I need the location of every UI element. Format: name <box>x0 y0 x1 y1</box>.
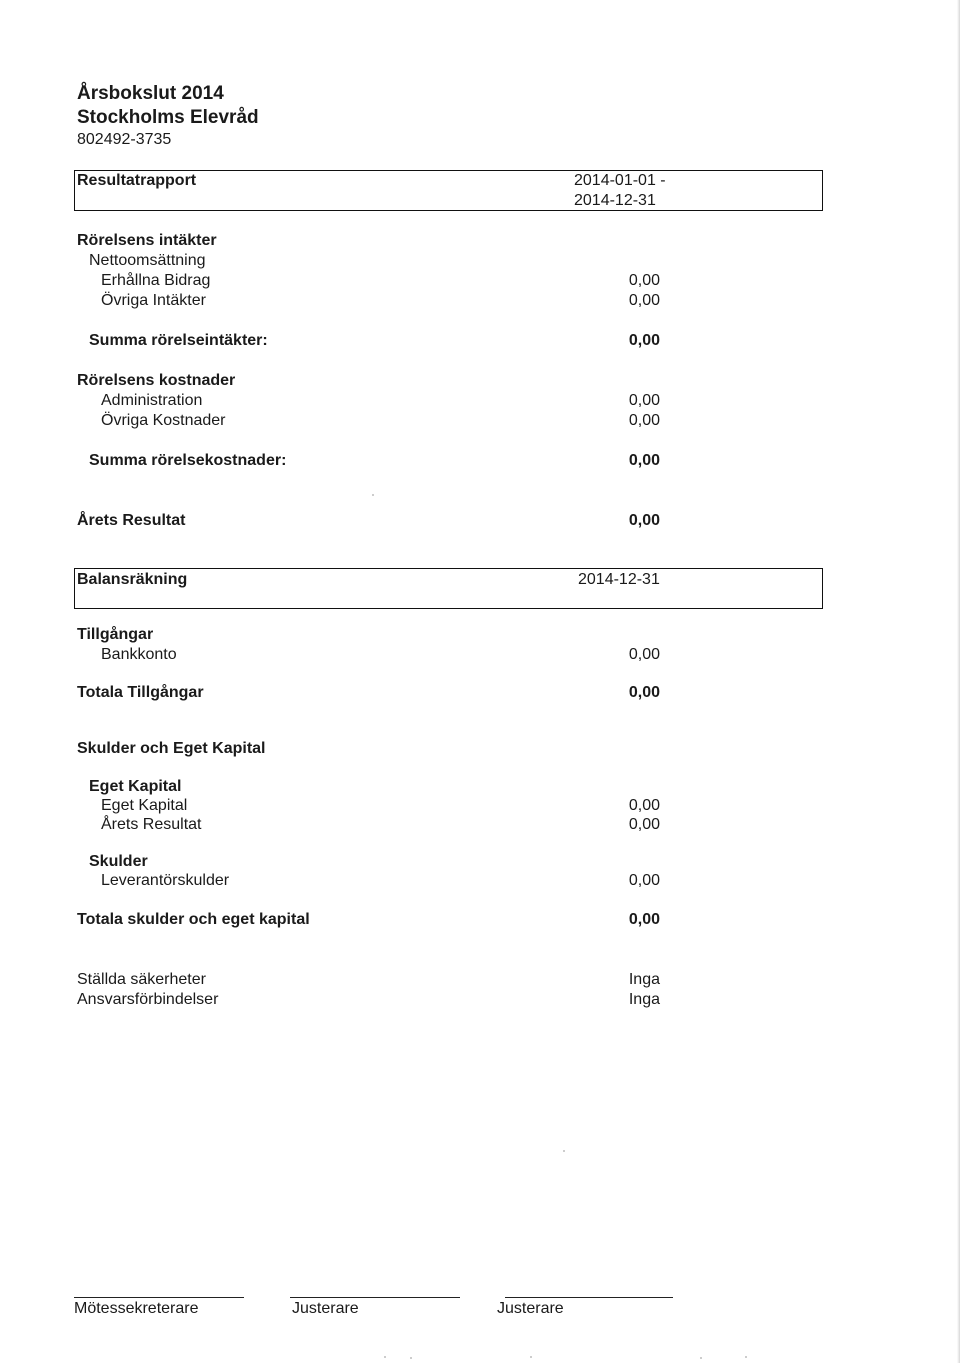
note-label: Ställda säkerheter <box>77 971 206 988</box>
cost-item-label: Övriga Kostnader <box>101 412 226 429</box>
signature-line <box>74 1297 244 1298</box>
scan-speck <box>563 1150 565 1152</box>
asset-item-label: Bankkonto <box>101 646 177 663</box>
signature-label: Justerare <box>292 1300 359 1317</box>
cost-item-value: 0,00 <box>628 392 660 409</box>
scan-speck <box>410 1357 412 1359</box>
revenue-heading: Rörelsens intäkter <box>77 232 217 249</box>
revenue-item-label: Erhållna Bidrag <box>101 272 211 289</box>
income-statement-title: Resultatrapport <box>77 172 197 189</box>
assets-total-label: Totala Tillgångar <box>77 684 204 701</box>
liabilities-total-label: Totala skulder och eget kapital <box>77 911 310 928</box>
cost-item-value: 0,00 <box>628 412 660 429</box>
assets-total-value: 0,00 <box>628 684 660 701</box>
note-value: Inga <box>628 991 660 1008</box>
revenue-item-value: 0,00 <box>628 292 660 309</box>
annual-result-label: Årets Resultat <box>77 512 186 529</box>
assets-heading: Tillgångar <box>77 626 154 643</box>
scan-speck <box>372 494 374 496</box>
liabilities-equity-heading: Skulder och Eget Kapital <box>77 740 266 757</box>
signature-label: Mötessekreterare <box>74 1300 199 1317</box>
balance-sheet-title: Balansräkning <box>77 571 188 588</box>
annual-result-value: 0,00 <box>628 512 660 529</box>
equity-item-value: 0,00 <box>628 816 660 833</box>
liabilities-total-value: 0,00 <box>628 911 660 928</box>
cost-total-label: Summa rörelsekostnader: <box>89 452 287 469</box>
asset-item-value: 0,00 <box>628 646 660 663</box>
revenue-item-value: 0,00 <box>628 272 660 289</box>
equity-item-label: Årets Resultat <box>101 816 202 833</box>
organization-name: Stockholms Elevråd <box>77 107 259 128</box>
scan-speck <box>745 1356 747 1358</box>
balance-sheet-date: 2014-12-31 <box>578 571 660 588</box>
scan-speck <box>384 1356 386 1358</box>
equity-item-label: Eget Kapital <box>101 797 188 814</box>
note-value: Inga <box>628 971 660 988</box>
debt-subheading: Skulder <box>89 853 148 870</box>
period-end: 2014-12-31 <box>574 192 656 209</box>
debt-item-value: 0,00 <box>628 872 660 889</box>
cost-heading: Rörelsens kostnader <box>77 372 236 389</box>
revenue-item-label: Övriga Intäkter <box>101 292 206 309</box>
scan-speck <box>530 1356 532 1358</box>
revenue-total-label: Summa rörelseintäkter: <box>89 332 268 349</box>
equity-item-value: 0,00 <box>628 797 660 814</box>
organization-number: 802492-3735 <box>77 131 172 148</box>
revenue-total-value: 0,00 <box>628 332 660 349</box>
signature-label: Justerare <box>497 1300 564 1317</box>
scan-speck <box>700 1357 702 1359</box>
signature-line <box>290 1297 460 1298</box>
revenue-item-label: Nettoomsättning <box>89 252 206 269</box>
note-label: Ansvarsförbindelser <box>77 991 219 1008</box>
cost-item-label: Administration <box>101 392 203 409</box>
document-title: Årsbokslut 2014 <box>77 83 224 104</box>
signature-line <box>505 1297 673 1298</box>
debt-item-label: Leverantörskulder <box>101 872 230 889</box>
cost-total-value: 0,00 <box>628 452 660 469</box>
equity-subheading: Eget Kapital <box>89 778 182 795</box>
period-start: 2014-01-01 - <box>574 172 666 189</box>
